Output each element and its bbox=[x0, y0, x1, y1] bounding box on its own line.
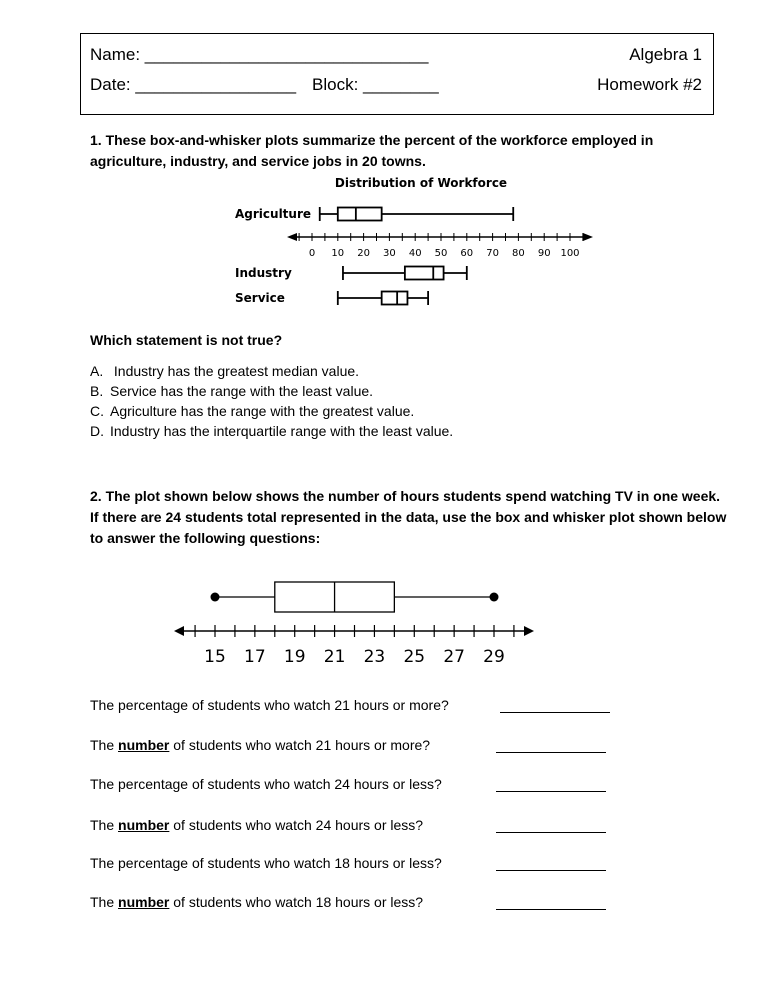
choice-d[interactable]: D. Industry has the interquartile range with the least value. bbox=[90, 423, 454, 439]
answer-blank-6[interactable] bbox=[496, 909, 606, 910]
workforce-boxplot bbox=[225, 172, 605, 312]
question-4: The number of students who watch 24 hours or less? bbox=[90, 817, 424, 833]
choice-a[interactable]: A. Industry has the greatest median value. bbox=[90, 363, 360, 379]
axis-arrow-right bbox=[583, 233, 593, 241]
question-1: The percentage of students who watch 21 hours or more? bbox=[90, 697, 449, 713]
chart1-title: Distribution of Workforce bbox=[334, 176, 508, 190]
q1-prompt: 1. These box-and-whisker plots summarize the percent of the workforce employed in agriculture, industry, and service jobs in 20 towns. bbox=[90, 132, 654, 169]
tick-label: 0 bbox=[308, 248, 316, 259]
axis-arrow-left bbox=[174, 626, 184, 636]
boxplot-industry bbox=[343, 266, 467, 280]
q2-prompt: 2. The plot shown below shows the number of hours students spend watching TV in one week. If there are 24 students total represented in the data, use the box and whisker plot shown below to answer the following questions: bbox=[90, 488, 727, 546]
boxplot-series bbox=[211, 582, 499, 612]
tick-label: 25 bbox=[403, 647, 426, 667]
series-label: Industry bbox=[235, 266, 292, 280]
series-label: Agriculture bbox=[235, 207, 312, 221]
answer-blank-1[interactable] bbox=[500, 712, 610, 713]
course-label: Algebra 1 bbox=[629, 45, 702, 64]
min-point bbox=[211, 593, 220, 602]
chart2-axis bbox=[174, 625, 534, 637]
question-6: The number of students who watch 18 hours or less? bbox=[90, 894, 424, 910]
tick-label: 15 bbox=[204, 647, 226, 667]
tick-label: 90 bbox=[537, 248, 551, 259]
answer-blank-4[interactable] bbox=[496, 832, 606, 833]
chart1-tick-labels bbox=[309, 248, 580, 259]
answer-blank-3[interactable] bbox=[496, 791, 606, 792]
name-field[interactable]: Name: ______________________________ bbox=[90, 45, 429, 64]
tick-label: 19 bbox=[283, 647, 306, 667]
tick-label: 30 bbox=[383, 248, 396, 259]
tick-label: 23 bbox=[363, 647, 386, 667]
chart1-axis bbox=[287, 233, 593, 241]
tick-label: 60 bbox=[460, 248, 474, 259]
axis-arrow-right bbox=[524, 626, 534, 636]
q1-subprompt: Which statement is not true? bbox=[90, 332, 283, 348]
max-point bbox=[490, 593, 499, 602]
axis-arrow-left bbox=[287, 233, 297, 241]
tick-label: 21 bbox=[323, 647, 346, 667]
block-field[interactable]: Block: ________ bbox=[312, 75, 439, 94]
tick-label: 17 bbox=[244, 647, 266, 667]
chart2-series bbox=[211, 582, 499, 612]
series-label: Service bbox=[235, 291, 285, 305]
choice-c[interactable]: C. Agriculture has the range with the greatest value. bbox=[90, 403, 415, 419]
tick-label: 29 bbox=[483, 647, 505, 667]
tv-hours-boxplot bbox=[170, 570, 540, 670]
tick-label: 50 bbox=[434, 248, 448, 259]
box-iqr bbox=[338, 208, 382, 221]
answer-blank-2[interactable] bbox=[496, 752, 606, 753]
tick-label: 20 bbox=[357, 248, 370, 259]
tick-label: 100 bbox=[560, 248, 580, 259]
boxplot-agriculture bbox=[320, 207, 514, 221]
box-iqr bbox=[405, 267, 444, 280]
tick-label: 27 bbox=[443, 647, 465, 667]
boxplot-service bbox=[338, 291, 428, 305]
tick-label: 10 bbox=[331, 248, 345, 259]
question-3: The percentage of students who watch 24 hours or less? bbox=[90, 776, 442, 792]
tick-label: 80 bbox=[512, 248, 525, 259]
tick-label: 70 bbox=[486, 248, 499, 259]
choice-b[interactable]: B. Service has the range with the least value. bbox=[90, 383, 374, 399]
tick-label: 40 bbox=[408, 248, 422, 259]
question-5: The percentage of students who watch 18 hours or less? bbox=[90, 855, 442, 871]
answer-blank-5[interactable] bbox=[496, 870, 606, 871]
date-field[interactable]: Date: _________________ bbox=[90, 75, 297, 94]
question-2: The number of students who watch 21 hours or more? bbox=[90, 737, 431, 753]
assignment-label: Homework #2 bbox=[597, 75, 702, 94]
chart2-tick-labels bbox=[204, 647, 505, 667]
box-iqr bbox=[382, 292, 408, 305]
